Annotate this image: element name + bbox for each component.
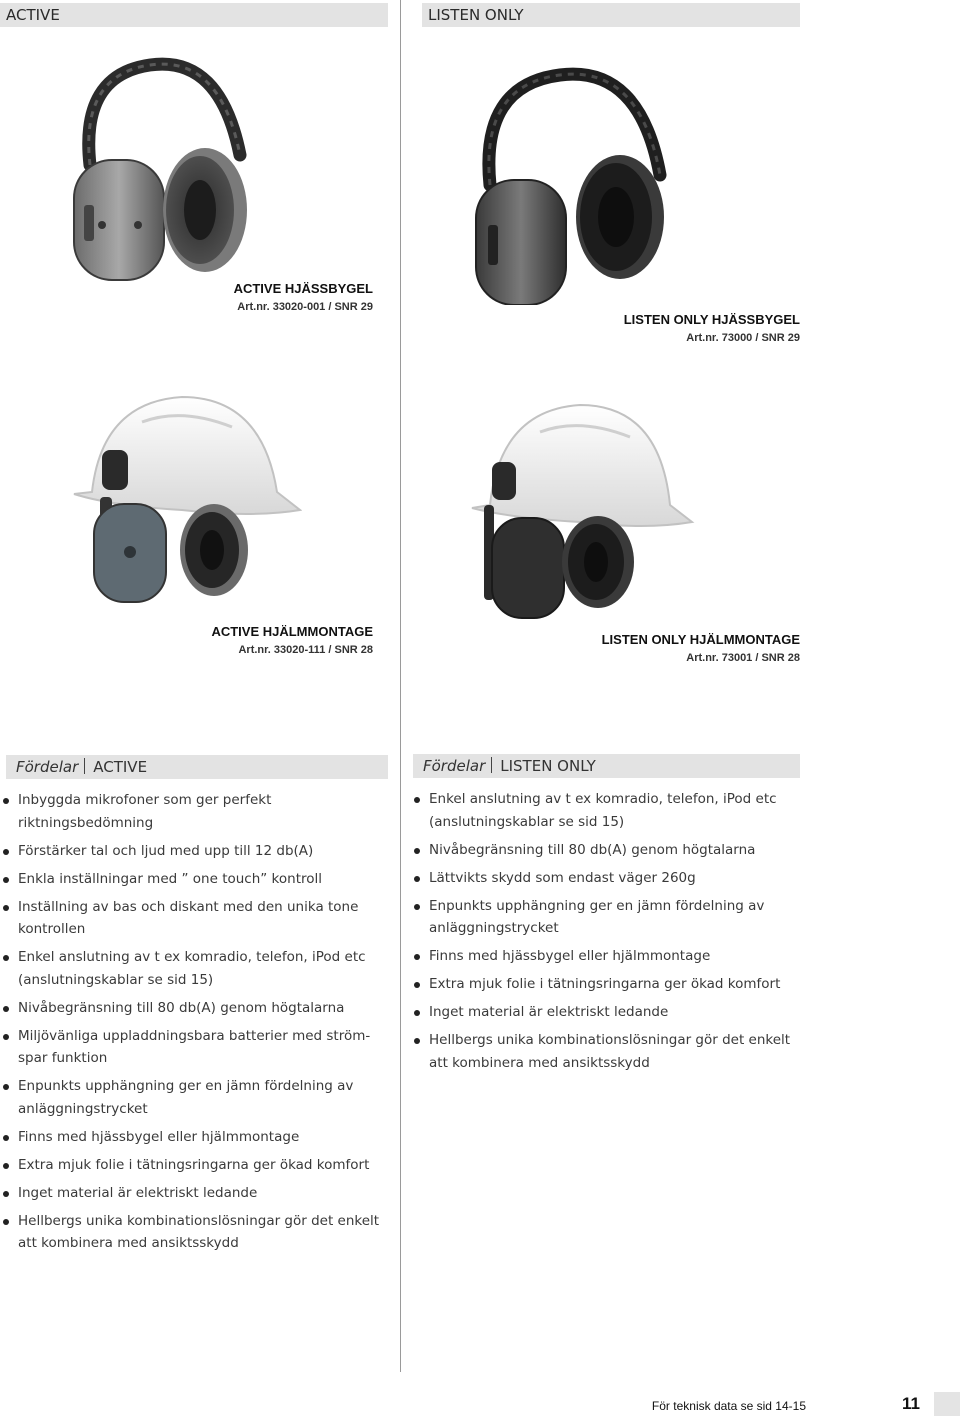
- advantages-title: LISTEN ONLY: [500, 757, 596, 775]
- headband-earmuff-active-image: [60, 55, 270, 285]
- advantage-item: Enpunkts upphängning ger en jämn fördelning av anläggningstrycket: [413, 895, 798, 940]
- advantages-label: Fördelar: [423, 757, 486, 775]
- helmet-earmuff-listen-only-image: [470, 400, 695, 620]
- advantage-item: Enkel anslutning av t ex komradio, telefon, iPod etc (anslutningskablar se sid 15): [413, 788, 798, 833]
- header-separator: [491, 757, 492, 773]
- product-name: LISTEN ONLY HJÄSSBYGEL: [623, 312, 800, 327]
- advantage-item: Lättvikts skydd som endast väger 260g: [413, 867, 798, 890]
- advantage-item: Förstärker tal och ljud med upp till 12 db(A): [2, 840, 387, 863]
- footer-technical-data-note: För teknisk data se sid 14-15: [651, 1399, 806, 1413]
- product-article: Art.nr. 33020-001 / SNR 29: [237, 301, 373, 313]
- column-header-listen-only: [422, 3, 800, 27]
- product-caption: [500, 631, 800, 666]
- product-article: Art.nr. 73000 / SNR 29: [686, 332, 800, 344]
- advantages-title: ACTIVE: [93, 758, 148, 776]
- advantage-item: Hellbergs unika kombinationslösningar gör det enkelt att kombinera med ansiktsskydd: [2, 1210, 387, 1255]
- product-name: LISTEN ONLY HJÄLMMONTAGE: [601, 632, 800, 647]
- advantage-item: Finns med hjässbygel eller hjälmmontage: [2, 1126, 387, 1149]
- advantages-list-listen-only: [413, 788, 798, 1080]
- advantage-item: Extra mjuk folie i tätningsringarna ger ökad komfort: [413, 973, 798, 996]
- column-title-active: ACTIVE: [6, 6, 60, 24]
- advantage-item: Enkel anslutning av t ex komradio, telefon, iPod etc (anslutningskablar se sid 15): [2, 946, 387, 991]
- advantage-item: Nivåbegränsning till 80 db(A) genom högtalarna: [2, 997, 387, 1020]
- helmet-earmuff-active-image: [72, 392, 302, 607]
- product-article: Art.nr. 33020-111 / SNR 28: [238, 644, 373, 656]
- advantage-item: Inbyggda mikrofoner som ger perfekt riktningsbedömning: [2, 789, 387, 834]
- advantages-header-active: [6, 755, 388, 779]
- product-name: ACTIVE HJÄSSBYGEL: [233, 281, 373, 296]
- advantage-item: Inställning av bas och diskant med den unika tone kontrollen: [2, 896, 387, 941]
- advantage-item: Nivåbegränsning till 80 db(A) genom högtalarna: [413, 839, 798, 862]
- product-article: Art.nr. 73001 / SNR 28: [686, 652, 800, 664]
- advantage-item: Extra mjuk folie i tätningsringarna ger ökad komfort: [2, 1154, 387, 1177]
- page-corner-marker: [934, 1392, 960, 1416]
- product-caption: [500, 311, 800, 346]
- advantage-item: Hellbergs unika kombinationslösningar gör det enkelt att kombinera med ansiktsskydd: [413, 1029, 798, 1074]
- advantage-item: Finns med hjässbygel eller hjälmmontage: [413, 945, 798, 968]
- advantage-item: Miljövänliga uppladdningsbara batterier med ström-spar funktion: [2, 1025, 387, 1070]
- advantages-header-listen-only: [413, 754, 800, 778]
- product-caption: [100, 280, 373, 315]
- column-header-active: [0, 3, 388, 27]
- column-divider: [400, 0, 401, 1372]
- page-number: 11: [902, 1394, 920, 1413]
- column-title-listen-only: LISTEN ONLY: [428, 6, 524, 24]
- advantage-item: Enpunkts upphängning ger en jämn fördelning av anläggningstrycket: [2, 1075, 387, 1120]
- product-name: ACTIVE HJÄLMMONTAGE: [211, 624, 373, 639]
- advantage-item: Inget material är elektriskt ledande: [413, 1001, 798, 1024]
- advantages-list-active: [2, 789, 387, 1260]
- advantage-item: Inget material är elektriskt ledande: [2, 1182, 387, 1205]
- advantage-item: Enkla inställningar med ” one touch” kontroll: [2, 868, 387, 891]
- product-caption: [100, 623, 373, 658]
- header-separator: [84, 758, 85, 774]
- advantages-label: Fördelar: [16, 758, 79, 776]
- headband-earmuff-listen-only-image: [470, 65, 680, 305]
